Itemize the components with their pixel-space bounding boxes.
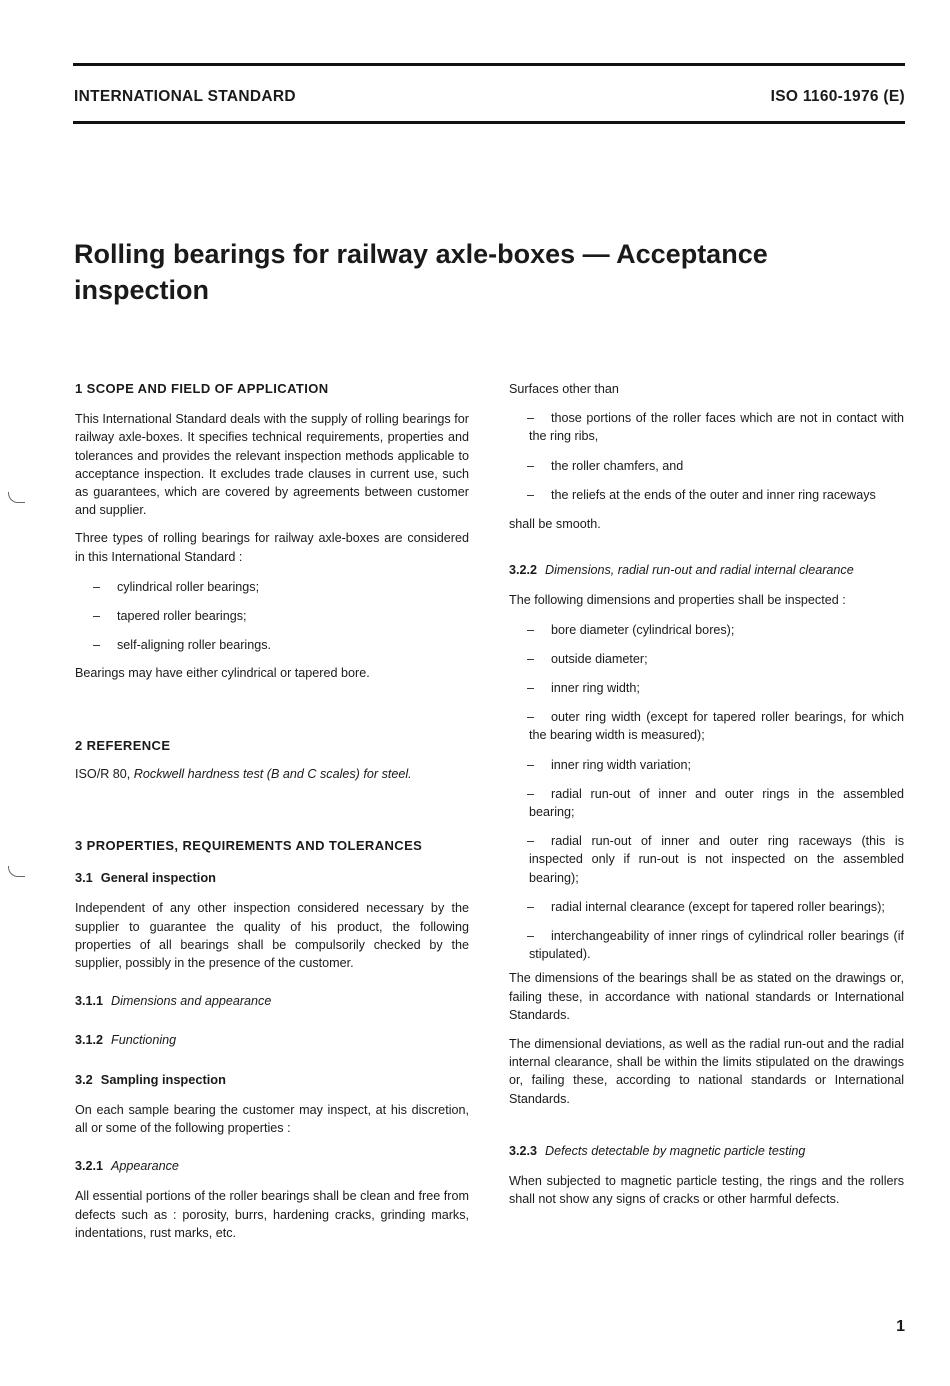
list-item: – interchangeability of inner rings of cylindrical roller bearings (if stipulated).	[527, 929, 904, 962]
margin-mark	[8, 866, 25, 877]
subsection-3-2-1-paragraph: All essential portions of the roller bearings shall be clean and free from defects such as : porosity, burrs, hardening cracks, grinding marks, indentations, rust marks, etc.	[75, 1189, 469, 1240]
list-item: – those portions of the roller faces which are not in contact with the ring ribs,	[527, 411, 904, 444]
header-rule-top	[73, 63, 905, 66]
document-type: INTERNATIONAL STANDARD	[74, 88, 296, 105]
section-1-bore-note: Bearings may have either cylindrical or tapered bore.	[75, 666, 370, 681]
dash-bullet: –	[93, 579, 101, 594]
surfaces-conclusion: shall be smooth.	[509, 517, 601, 532]
subsection-3-1-paragraph: Independent of any other inspection considered necessary by the supplier to guarantee the quality of his product, the following properties of all bearings shall be compulsorily checked by the supplier, possibly in the presence of the customer.	[75, 901, 469, 971]
section-1-paragraph: This International Standard deals with the supply of rolling bearings for railway axle-boxes. It specifies technical requirements, properties and tolerances and provides the relevant inspection methods applicable to acceptance inspection. It excludes trade clauses in current use, such as guarantees, which are covered by agreements between customer and supplier.	[75, 412, 469, 518]
list-item: – outer ring width (except for tapered roller bearings, for which the bearing width is measured);	[527, 710, 904, 743]
page-title: Rolling bearings for railway axle-boxes — Acceptance inspection	[74, 239, 768, 305]
list-item: – inner ring width variation;	[509, 756, 904, 774]
standard-number: ISO 1160-1976 (E)	[770, 88, 905, 105]
dash-bullet: –	[527, 487, 535, 502]
list-item: – the roller chamfers, and	[509, 457, 904, 475]
dash-bullet: –	[93, 638, 101, 653]
subsection-3-2-3-heading: 3.2.3 Defects detectable by magnetic particle testing	[509, 1143, 806, 1158]
dash-bullet: –	[527, 834, 535, 849]
list-item: – inner ring width;	[509, 679, 904, 697]
subsection-3-2-1-heading: 3.2.1 Appearance	[75, 1159, 179, 1174]
subsection-3-2-2-intro: The following dimensions and properties shall be inspected :	[509, 593, 846, 608]
dash-bullet: –	[93, 609, 101, 624]
subsection-3-2-paragraph: On each sample bearing the customer may inspect, at his discretion, all or some of the following properties :	[75, 1102, 469, 1136]
subsection-3-1-heading: 3.1 General inspection	[75, 870, 217, 886]
right-column	[509, 380, 904, 1209]
dash-bullet: –	[527, 681, 535, 696]
list-item: – radial run-out of inner and outer ring raceways (this is inspected only if run-out is not inspected on the assembled bearing);	[527, 834, 904, 885]
page-number: 1	[896, 1318, 905, 1335]
left-column	[75, 380, 469, 1242]
section-2-heading: 2 REFERENCE	[75, 737, 171, 753]
list-item: – the reliefs at the ends of the outer and inner ring raceways	[509, 486, 904, 504]
subsection-3-2-3-paragraph: When subjected to magnetic particle testing, the rings and the rollers shall not show any signs of cracks or other harmful defects.	[509, 1174, 904, 1207]
dash-bullet: –	[527, 710, 535, 725]
dash-bullet: –	[527, 899, 535, 914]
list-item: – tapered roller bearings;	[75, 607, 469, 625]
subsection-3-2-heading: 3.2 Sampling inspection	[75, 1071, 226, 1087]
subsection-3-2-2-paragraph-2: The dimensional deviations, as well as the radial run-out and the radial internal clearance, shall be within the limits stipulated on the drawings or, failing these, according to national standards or International Standards.	[509, 1037, 904, 1106]
margin-mark	[8, 492, 25, 503]
header-rule-bottom	[73, 121, 905, 124]
dash-bullet: –	[527, 458, 535, 473]
list-item: – radial run-out of inner and outer rings in the assembled bearing;	[527, 786, 904, 820]
subsection-3-2-2-paragraph-1: The dimensions of the bearings shall be as stated on the drawings or, failing these, in accordance with national standards or International Standards.	[509, 971, 904, 1022]
dash-bullet: –	[527, 929, 535, 944]
dash-bullet: –	[527, 411, 535, 426]
dash-bullet: –	[527, 622, 535, 637]
surfaces-intro: Surfaces other than	[509, 382, 619, 396]
reference-entry: ISO/R 80, Rockwell hardness test (B and C scales) for steel.	[75, 766, 412, 781]
dash-bullet: –	[527, 757, 535, 772]
subsection-3-2-2-heading: 3.2.2 Dimensions, radial run-out and radial internal clearance	[509, 563, 854, 578]
subsection-3-1-1-heading: 3.1.1 Dimensions and appearance	[75, 994, 272, 1009]
list-item: – self-aligning roller bearings.	[75, 636, 469, 654]
dash-bullet: –	[527, 786, 535, 801]
list-item: – cylindrical roller bearings;	[75, 578, 469, 596]
list-item: – outside diameter;	[509, 650, 904, 668]
section-3-heading: 3 PROPERTIES, REQUIREMENTS AND TOLERANCES	[75, 838, 423, 854]
subsection-3-1-2-heading: 3.1.2 Functioning	[75, 1033, 177, 1048]
section-1-types-intro: Three types of rolling bearings for railway axle-boxes are considered in this International Standard :	[75, 531, 469, 564]
list-item: – radial internal clearance (except for tapered roller bearings);	[509, 898, 904, 916]
dash-bullet: –	[527, 651, 535, 666]
list-item: – bore diameter (cylindrical bores);	[509, 621, 904, 639]
section-1-heading: 1 SCOPE AND FIELD OF APPLICATION	[75, 381, 329, 396]
